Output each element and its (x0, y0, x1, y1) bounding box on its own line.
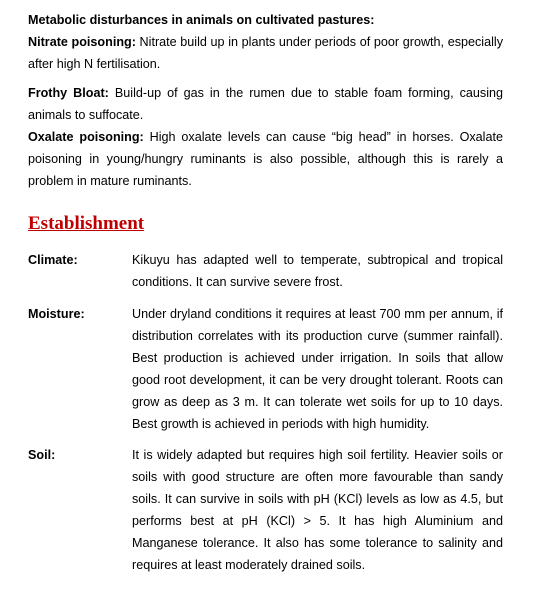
oxalate-term: Oxalate poisoning: (28, 130, 144, 144)
oxalate-paragraph (28, 126, 503, 192)
bloat-term: Frothy Bloat: (28, 86, 109, 100)
climate-text: Kikuyu has adapted well to temperate, subtropical and tropical conditions. It can survive severe frost. (132, 253, 503, 289)
establishment-heading: Establishment (28, 213, 145, 234)
climate-entry (28, 249, 503, 293)
nitrate-paragraph (28, 31, 503, 75)
bloat-paragraph (28, 82, 503, 126)
oxalate-text: High oxalate levels can cause “big head” in horses. Oxalate poisoning in young/hungry ruminants is also possible, although this is rarely a problem in mature ruminants. (28, 130, 503, 188)
nitrate-text: Nitrate build up in plants under periods of poor growth, especially after high N fertilisation. (28, 35, 503, 71)
bloat-text: Build-up of gas in the rumen due to stable foam forming, causing animals to suffocate. (28, 86, 504, 122)
moisture-term: Moisture: (28, 307, 85, 321)
nitrate-term: Nitrate poisoning: (28, 35, 136, 49)
soil-entry (28, 444, 503, 576)
moisture-entry (28, 303, 503, 435)
moisture-text: Under dryland conditions it requires at least 700 mm per annum, if distribution correlates with its production curve (summer rainfall). Best production is achieved under irrigation. In soils that allow good root development, it can be very drought tolerant. Roots can grow as deep as 3 m. It can tolerate wet soils for up to 10 days. Best growth is achieved in periods with high humidity. (132, 307, 503, 431)
climate-term: Climate: (28, 253, 78, 267)
document-page (28, 9, 504, 572)
soil-term: Soil: (28, 448, 56, 462)
metabolic-heading: Metabolic disturbances in animals on cultivated pastures: (28, 13, 375, 27)
soil-text: It is widely adapted but requires high soil fertility. Heavier soils or soils with good structure are often more favourable than sandy soils. It can survive in soils with pH (KCl) levels as low as 4.5, but performs best at pH (KCl) > 5. It has high Aluminium and Manganese tolerance. It also has some tolerance to salinity and requires at least moderately drained soils. (132, 448, 503, 572)
